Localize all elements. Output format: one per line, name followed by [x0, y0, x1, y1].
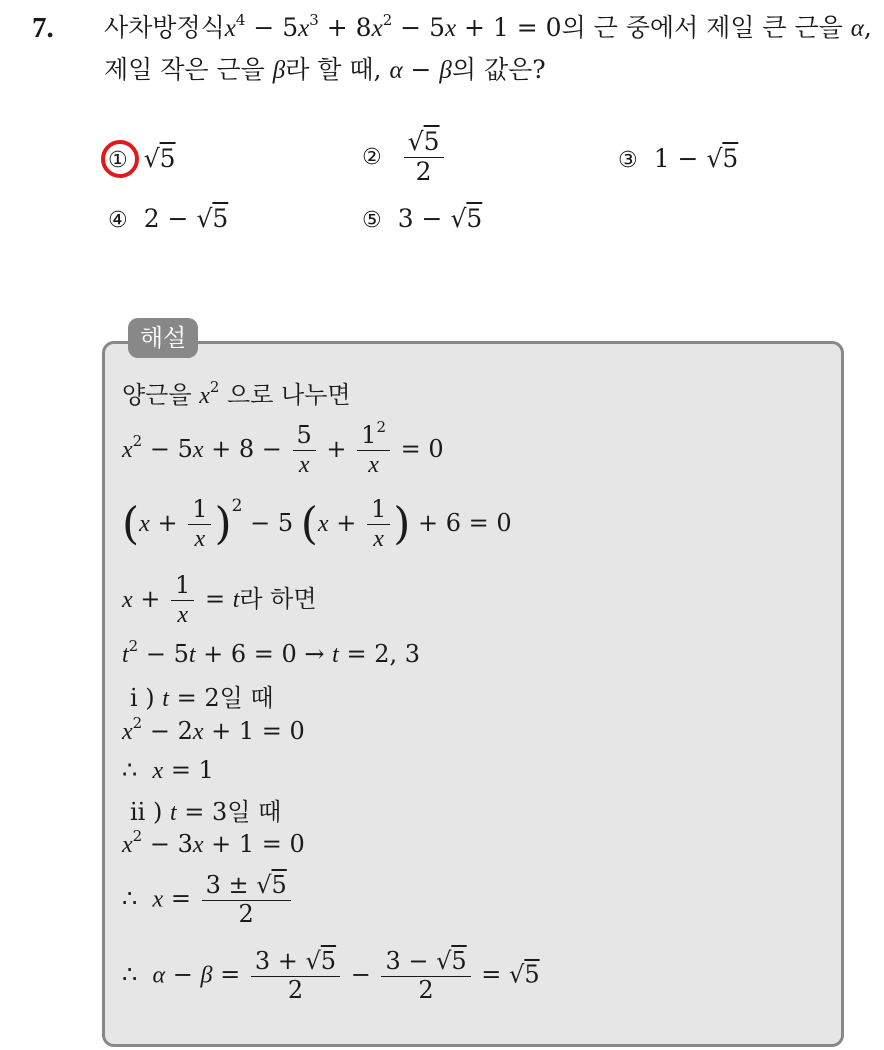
option-marker: ⑤ — [362, 208, 382, 233]
option-4[interactable] — [108, 204, 228, 233]
option-marker: ② — [362, 144, 382, 170]
solution-step-10: $x^2 - 3x + 1 = 0$ — [122, 827, 305, 858]
option-value: 1 − √5 — [653, 144, 739, 173]
option-value: 3 − √5 — [397, 204, 483, 233]
solution-step-2: $x^2 - 5x + 8$ − $\frac{5}{x}$ + $\frac{1^2}{x}$ = 0 — [122, 418, 444, 478]
option-value: √5 — [143, 144, 176, 173]
solution-step-4: x + $\frac{1}{x}$ = t라 하면 — [122, 571, 317, 628]
solution-label: 해설 — [128, 318, 198, 358]
solution-step-8: ∴ x = 1 — [122, 756, 214, 784]
option-marker: ④ — [108, 208, 128, 233]
solution-step-1: 양근을 $x^2$ 으로 나누면 — [122, 378, 351, 409]
option-2[interactable] — [362, 128, 447, 187]
option-value: 2 − √5 — [143, 204, 229, 233]
option-value: $\frac{√5}{2}$ — [404, 128, 444, 187]
solution-step-7: $x^2 - 2x + 1 = 0$ — [122, 714, 305, 745]
option-marker: ③ — [618, 148, 638, 173]
solution-step-12: ∴ α − β = $\frac{3 + √5}{2}$ − $\frac{3 - √5}{2}$ = √5 — [122, 947, 540, 1004]
solution-step-3: (x + $\frac{1}{x}$ )$^2$ − 5 (x + $\frac{1}{x}$ ) + 6 = 0 — [122, 495, 512, 552]
option-5[interactable] — [362, 204, 482, 233]
option-3[interactable] — [618, 144, 738, 173]
solution-step-11: ∴ x = $\frac{3 \pm √5}{2}$ — [122, 872, 294, 928]
solution-step-6: i ) t = 2일 때 — [130, 684, 274, 712]
option-1[interactable] — [108, 144, 176, 173]
problem-number: 7. — [32, 12, 54, 44]
problem-text-line2: 제일 작은 근을 β라 할 때, α − β의 값은? — [104, 55, 546, 84]
option-marker: ① — [108, 148, 128, 173]
solution-step-5: $t^2 - 5t + 6 = 0 \to t = 2$, 3 — [122, 637, 421, 668]
solution-step-9: ii ) t = 3일 때 — [130, 798, 282, 826]
problem-text-line1: 사차방정식$x^4 - 5x^3 + 8x^2 - 5x + 1 = 0$의 근 중에서 제일 큰 근을 α, — [104, 11, 872, 42]
